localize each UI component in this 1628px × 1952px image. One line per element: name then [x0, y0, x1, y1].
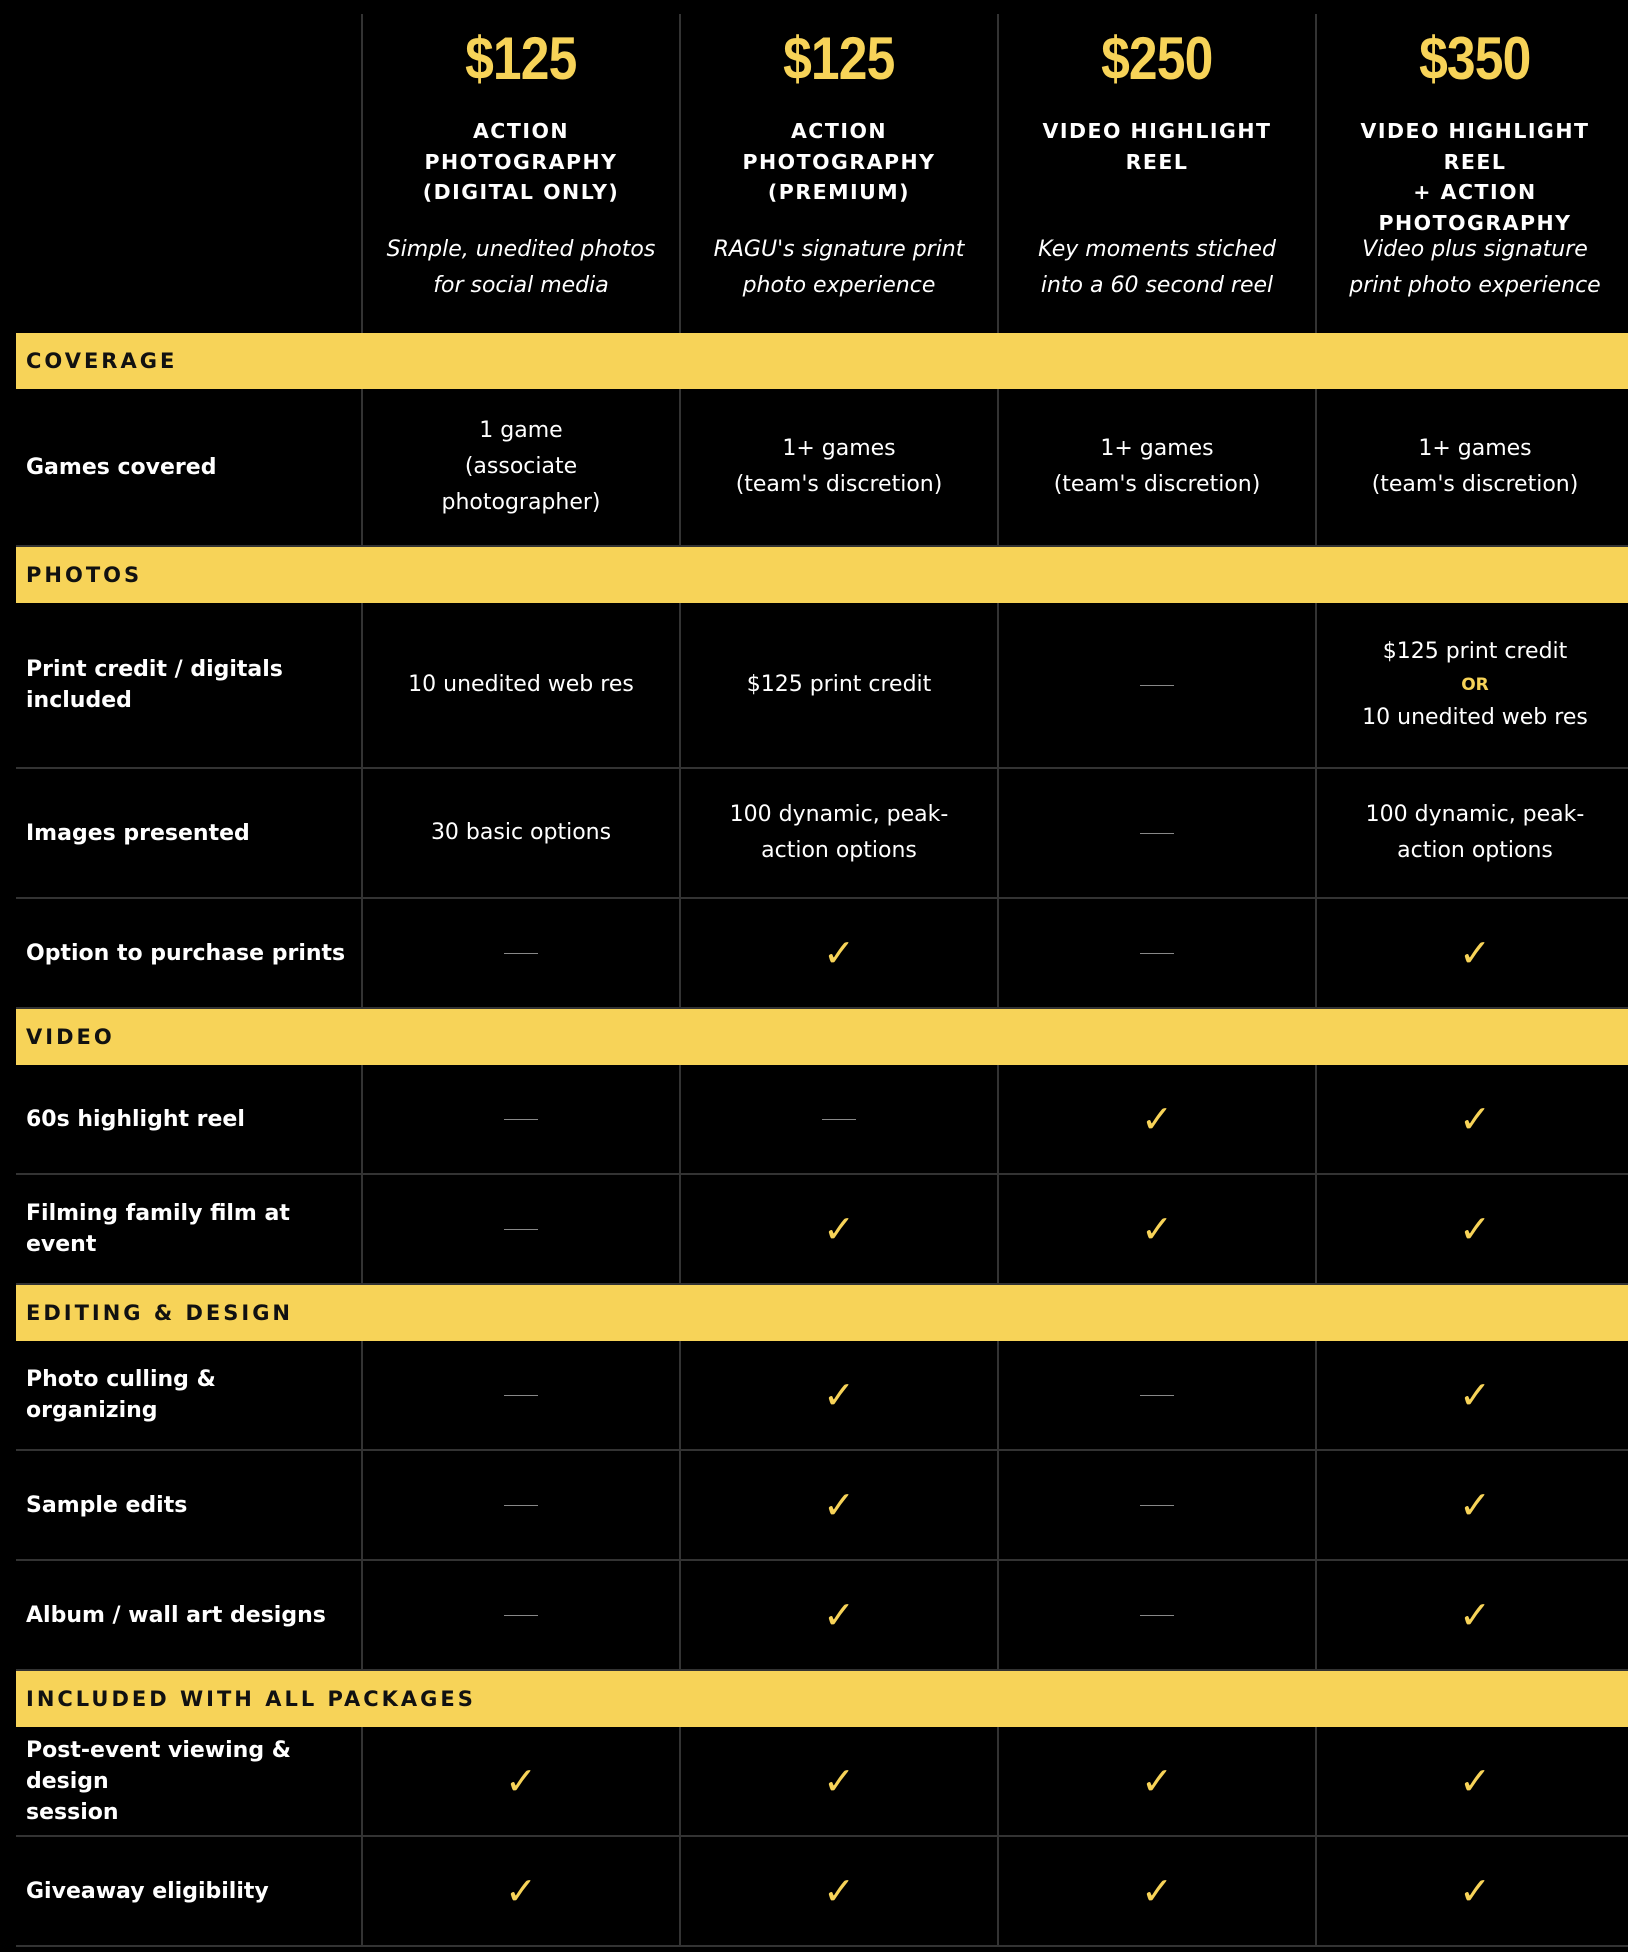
feature-label-text: Images presented — [26, 820, 250, 846]
dash-icon — [504, 1229, 538, 1230]
check-icon: ✓ — [1459, 931, 1491, 975]
feature-value-text: 10 unedited web res — [408, 672, 634, 697]
feature-value — [361, 1175, 679, 1285]
check-icon: ✓ — [823, 1869, 855, 1913]
feature-value — [997, 1175, 1315, 1285]
check-icon: ✓ — [1141, 1207, 1173, 1251]
feature-value — [361, 1837, 679, 1947]
check-icon: ✓ — [1459, 1593, 1491, 1637]
feature-value — [1315, 1341, 1628, 1451]
feature-value — [1315, 1175, 1628, 1285]
check-icon: ✓ — [823, 1373, 855, 1417]
check-icon: ✓ — [1459, 1759, 1491, 1803]
check-icon: ✓ — [1459, 1869, 1491, 1913]
feature-value — [361, 1451, 679, 1561]
feature-label — [16, 1837, 361, 1947]
package-price: $125 — [465, 25, 577, 92]
feature-value-text: 100 dynamic, peak- action options — [729, 802, 949, 863]
dash-icon — [1140, 685, 1174, 686]
package-header — [997, 14, 1315, 333]
check-icon: ✓ — [1459, 1373, 1491, 1417]
feature-value — [679, 1561, 997, 1671]
feature-value — [997, 1561, 1315, 1671]
dash-icon — [1140, 1505, 1174, 1506]
feature-label-text: Giveaway eligibility — [26, 1878, 269, 1904]
package-header — [361, 14, 679, 333]
package-description: Key moments stiched into a 60 second reel — [1038, 237, 1276, 298]
feature-value — [679, 1727, 997, 1837]
dash-icon — [1140, 833, 1174, 834]
dash-icon — [1140, 1615, 1174, 1616]
feature-value-text: 10 unedited web res — [1362, 705, 1588, 730]
feature-value — [997, 1727, 1315, 1837]
feature-label — [16, 1727, 361, 1837]
dash-icon — [822, 1119, 856, 1120]
dash-icon — [504, 1395, 538, 1396]
dash-icon — [1140, 1395, 1174, 1396]
feature-value — [997, 1837, 1315, 1947]
feature-value — [679, 1175, 997, 1285]
feature-value — [361, 1065, 679, 1175]
check-icon: ✓ — [823, 1593, 855, 1637]
feature-label-text: 60s highlight reel — [26, 1106, 245, 1132]
check-icon: ✓ — [823, 1483, 855, 1527]
check-icon: ✓ — [1459, 1483, 1491, 1527]
check-icon: ✓ — [823, 931, 855, 975]
check-icon: ✓ — [1459, 1207, 1491, 1251]
feature-value — [361, 899, 679, 1009]
package-price: $125 — [783, 25, 895, 92]
feature-value — [361, 769, 679, 899]
section-header: VIDEO — [16, 1009, 1628, 1065]
feature-value — [679, 769, 997, 899]
check-icon: ✓ — [505, 1759, 537, 1803]
section-header: COVERAGE — [16, 333, 1628, 389]
feature-value — [1315, 1837, 1628, 1947]
package-price: $250 — [1101, 25, 1213, 92]
feature-label — [16, 1175, 361, 1285]
check-icon: ✓ — [823, 1207, 855, 1251]
feature-value-text: 1+ games (team's discretion) — [1053, 436, 1261, 497]
dash-icon — [1140, 953, 1174, 954]
feature-value — [679, 1065, 997, 1175]
package-description: Simple, unedited photos for social media — [386, 237, 656, 298]
feature-value — [1315, 769, 1628, 899]
pricing-table — [16, 14, 1616, 1947]
feature-label — [16, 603, 361, 769]
check-icon: ✓ — [1141, 1759, 1173, 1803]
feature-value — [1315, 1561, 1628, 1671]
feature-label — [16, 1065, 361, 1175]
feature-value — [361, 1727, 679, 1837]
package-name: VIDEO HIGHLIGHT REEL — [1042, 119, 1272, 174]
feature-value — [997, 603, 1315, 769]
package-header — [1315, 14, 1628, 333]
dash-icon — [504, 1505, 538, 1506]
feature-value — [1315, 1727, 1628, 1837]
dash-icon — [504, 1119, 538, 1120]
package-header — [679, 14, 997, 333]
feature-value-text: $125 print credit — [746, 672, 932, 697]
feature-value — [997, 899, 1315, 1009]
package-price: $350 — [1419, 25, 1531, 92]
package-name: VIDEO HIGHLIGHT REEL + ACTION PHOTOGRAPHY — [1360, 119, 1590, 235]
feature-value-text: 30 basic options — [430, 820, 612, 845]
feature-value — [997, 389, 1315, 547]
package-description: Video plus signature print photo experience — [1349, 237, 1601, 298]
check-icon: ✓ — [505, 1869, 537, 1913]
feature-value — [997, 1341, 1315, 1451]
feature-value — [361, 603, 679, 769]
feature-label — [16, 389, 361, 547]
feature-label — [16, 1341, 361, 1451]
check-icon: ✓ — [1141, 1097, 1173, 1141]
package-description: RAGU's signature print photo experience — [713, 237, 965, 298]
feature-label-text: Album / wall art designs — [26, 1602, 326, 1628]
feature-value — [679, 899, 997, 1009]
feature-value — [1315, 899, 1628, 1009]
feature-value — [679, 603, 997, 769]
feature-label-text: Print credit / digitals included — [26, 657, 283, 713]
feature-value — [1315, 389, 1628, 547]
feature-label-text: Sample edits — [26, 1492, 188, 1518]
feature-value-text: 100 dynamic, peak- action options — [1365, 802, 1585, 863]
feature-value — [361, 1341, 679, 1451]
feature-value-text: $125 print credit — [1382, 639, 1568, 664]
feature-value — [679, 1837, 997, 1947]
dash-icon — [504, 953, 538, 954]
feature-label — [16, 1451, 361, 1561]
package-name: ACTION PHOTOGRAPHY (DIGITAL ONLY) — [422, 119, 620, 204]
feature-label-text: Filming family film at event — [26, 1201, 290, 1257]
feature-value — [361, 389, 679, 547]
feature-value-text: 1+ games (team's discretion) — [735, 436, 943, 497]
section-header: EDITING & DESIGN — [16, 1285, 1628, 1341]
feature-label-text: Option to purchase prints — [26, 940, 346, 966]
feature-value — [361, 1561, 679, 1671]
section-header: INCLUDED WITH ALL PACKAGES — [16, 1671, 1628, 1727]
feature-value — [997, 769, 1315, 899]
feature-value — [997, 1451, 1315, 1561]
feature-label — [16, 1561, 361, 1671]
or-separator: OR — [1461, 675, 1489, 695]
check-icon: ✓ — [1459, 1097, 1491, 1141]
feature-label — [16, 899, 361, 1009]
check-icon: ✓ — [823, 1759, 855, 1803]
feature-value — [997, 1065, 1315, 1175]
check-icon: ✓ — [1141, 1869, 1173, 1913]
feature-value — [679, 389, 997, 547]
header-corner — [16, 14, 361, 333]
feature-value — [679, 1451, 997, 1561]
feature-value — [1315, 1065, 1628, 1175]
feature-label — [16, 769, 361, 899]
section-header: PHOTOS — [16, 547, 1628, 603]
feature-value — [1315, 1451, 1628, 1561]
feature-label-text: Photo culling & organizing — [26, 1367, 216, 1423]
package-name: ACTION PHOTOGRAPHY (PREMIUM) — [742, 119, 936, 204]
feature-label-text: Post-event viewing & design session — [26, 1737, 291, 1825]
feature-value-text: 1 game (associate photographer) — [441, 418, 601, 515]
feature-value — [1315, 603, 1628, 769]
feature-value — [679, 1341, 997, 1451]
dash-icon — [504, 1615, 538, 1616]
feature-value-text: 1+ games (team's discretion) — [1371, 436, 1579, 497]
feature-label-text: Games covered — [26, 454, 217, 480]
